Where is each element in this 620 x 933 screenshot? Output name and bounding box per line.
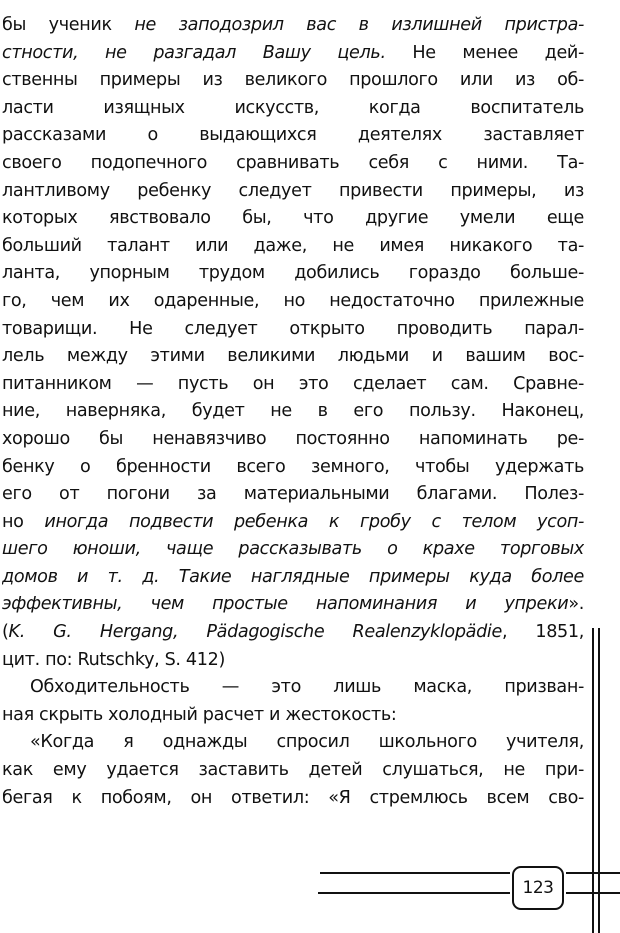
footer-rule-lower	[318, 892, 510, 894]
italic-text: домов и т. д. Такие наглядные примеры куда более	[2, 566, 584, 587]
text-run: хорошо бы ненавязчиво постоянно напоминать ре-	[2, 428, 584, 449]
italic-text: стности, не разгадал Вашу цель.	[2, 42, 386, 63]
italic-text: эффективны, чем простые напоминания и упреки	[2, 594, 569, 615]
text-run: го, чем их одаренные, но недостаточно прилежные	[2, 290, 584, 311]
page-number: 123	[512, 866, 564, 910]
text-line	[2, 122, 584, 150]
text-line	[2, 40, 584, 68]
margin-rule-right	[598, 628, 600, 868]
text-run: , 1851,	[501, 622, 584, 643]
text-run: но	[2, 511, 45, 532]
text-run: ».	[568, 594, 584, 615]
italic-text: иногда подвести ребенка к гробу с телом усоп-	[44, 511, 584, 532]
text-run: питанником — пусть он это сделает сам. Сравне-	[2, 373, 584, 394]
page-body	[2, 12, 584, 812]
text-line	[2, 591, 584, 619]
text-run: ланта, упорным трудом добились гораздо больше-	[2, 263, 584, 284]
text-line	[2, 674, 584, 702]
text-line	[2, 481, 584, 509]
text-line	[2, 536, 584, 564]
text-line	[2, 619, 584, 647]
text-line	[2, 757, 584, 785]
italic-text: шего юноши, чаще рассказывать о крахе торговых	[2, 539, 584, 560]
text-run: товарищи. Не следует открыто проводить парал-	[2, 318, 584, 339]
text-run: цит. по: Rutschky, S. 412)	[2, 649, 225, 670]
margin-rule-left	[592, 628, 594, 868]
text-run: его от погони за материальными благами. Полез-	[2, 484, 584, 505]
text-run: как ему удается заставить детей слушаться, не при-	[2, 760, 584, 781]
text-run: лель между этими великими людьми и вашим вос-	[2, 346, 584, 367]
text-run: «Когда я однажды спросил школьного учителя,	[30, 732, 584, 753]
text-run: лантливому ребенку следует привести примеры, из	[2, 180, 584, 201]
text-line	[2, 702, 584, 730]
text-run: своего подопечного сравнивать себя с ними. Та-	[2, 152, 584, 173]
text-line	[2, 564, 584, 592]
text-line	[2, 343, 584, 371]
text-run: ная скрыть холодный расчет и жестокость:	[2, 704, 397, 725]
text-run: которых явствовало бы, что другие умели еще	[2, 208, 584, 229]
text-line	[2, 509, 584, 537]
text-run: ласти изящных искусств, когда воспитатель	[2, 97, 584, 118]
text-line	[2, 647, 584, 675]
text-run: Обходительность — это лишь маска, призван-	[30, 677, 584, 698]
italic-text: не заподозрил вас в излишней пристра-	[134, 15, 584, 35]
text-run: рассказами о выдающихся деятелях заставляет	[2, 125, 584, 146]
text-run: (	[2, 622, 9, 643]
text-line	[2, 233, 584, 261]
text-run: бенку о бренности всего земного, чтобы удержать	[2, 456, 584, 477]
text-run: ние, наверняка, будет не в его пользу. Наконец,	[2, 401, 584, 422]
text-line	[2, 205, 584, 233]
text-run: бы ученик	[2, 15, 135, 35]
footer-vertical-rule-right	[598, 868, 600, 933]
footer-rule-upper	[320, 872, 510, 874]
text-line	[2, 785, 584, 813]
text-line	[2, 12, 584, 40]
text-line	[2, 398, 584, 426]
italic-text: K. G. Hergang, Pädagogische Realenzyklopädie	[8, 622, 502, 643]
text-run: Не менее дей-	[385, 42, 584, 63]
text-line	[2, 288, 584, 316]
text-line	[2, 67, 584, 95]
text-run: больший талант или даже, не имея никакого та-	[2, 235, 584, 256]
text-run: бегая к побоям, он ответил: «Я стремлюсь всем сво-	[2, 787, 584, 808]
text-line	[2, 454, 584, 482]
text-line	[2, 729, 584, 757]
text-line	[2, 150, 584, 178]
text-line	[2, 95, 584, 123]
text-line	[2, 371, 584, 399]
text-line	[2, 316, 584, 344]
text-line	[2, 178, 584, 206]
text-line	[2, 426, 584, 454]
text-line	[2, 260, 584, 288]
text-run: ственны примеры из великого прошлого или из об-	[2, 70, 584, 91]
footer-vertical-rule-left	[592, 868, 594, 933]
